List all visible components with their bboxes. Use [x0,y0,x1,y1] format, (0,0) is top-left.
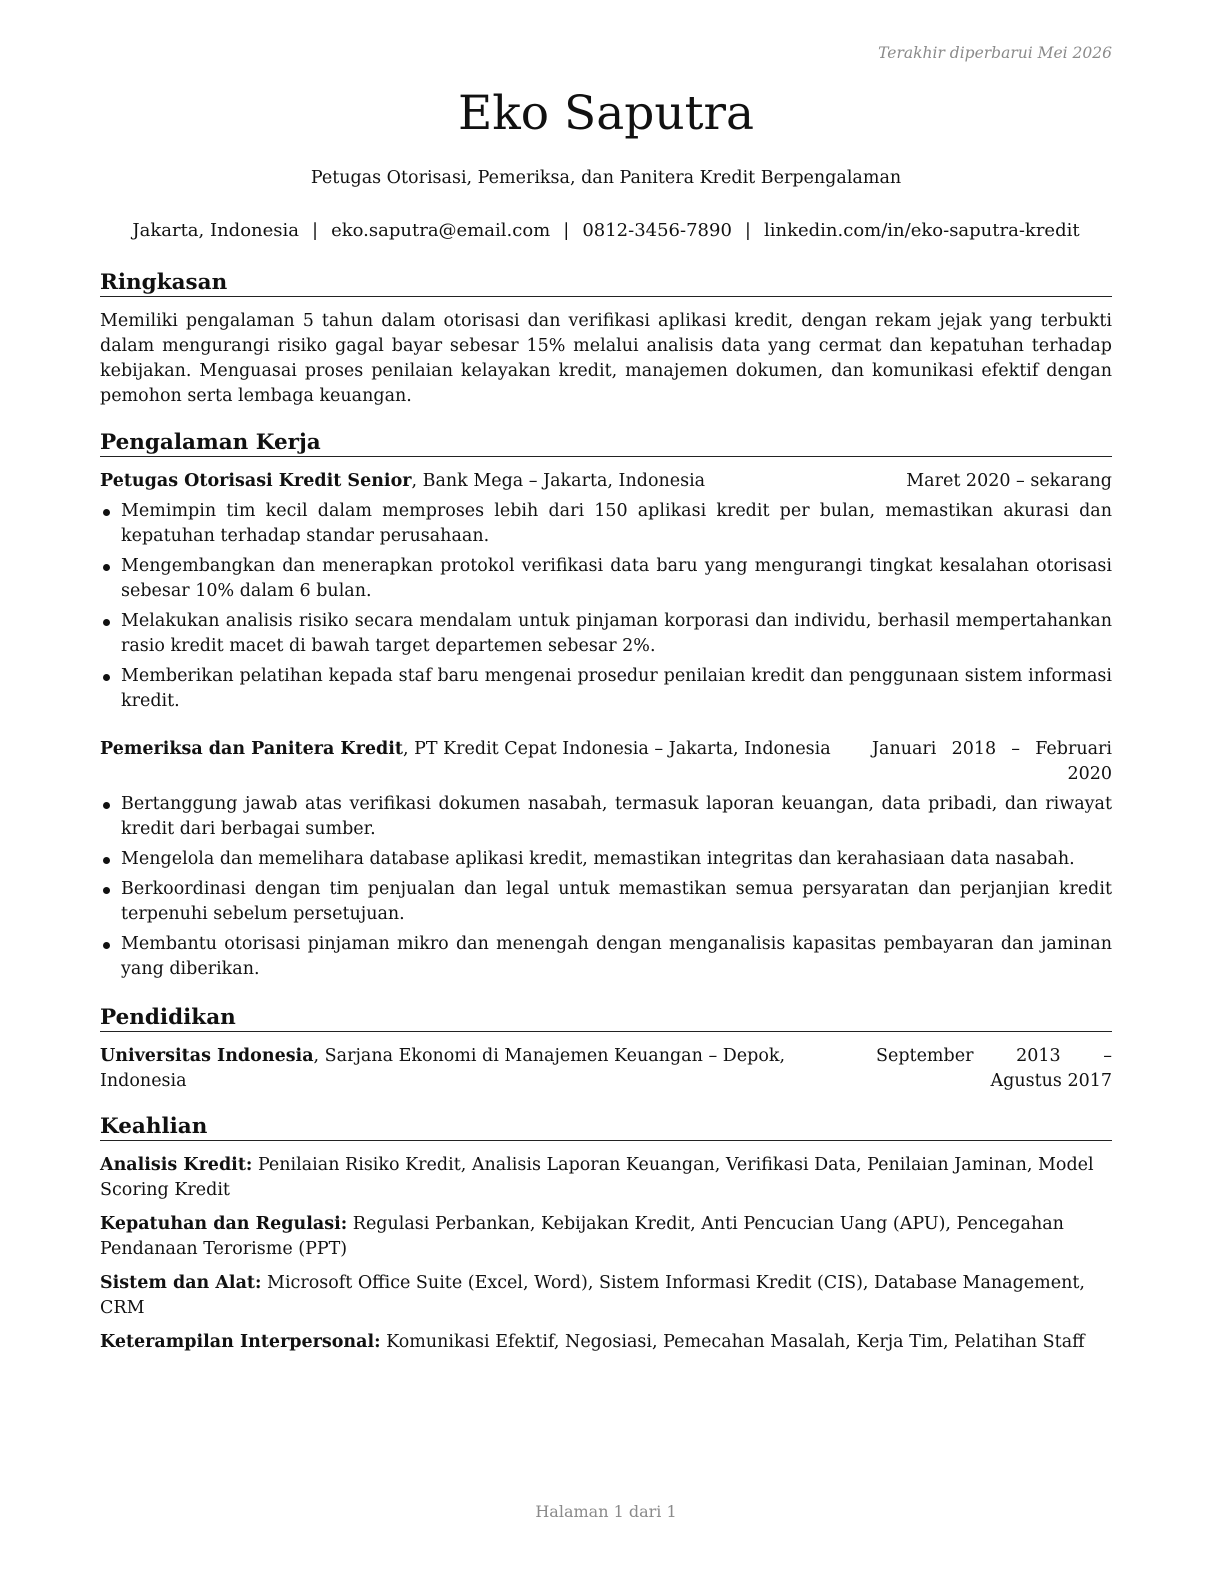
skill-row [100,1271,1112,1321]
education-entry [100,1044,1112,1094]
summary-section [100,270,1112,409]
page-footer: Halaman 1 dari 1 [535,1502,677,1521]
skill-value: Komunikasi Efektif, Negosiasi, Pemecahan Masalah, Kerja Tim, Pelatihan Staff [380,1332,1085,1352]
skill-row [100,1330,1112,1355]
education-school: Universitas Indonesia [100,1046,314,1066]
skill-row [100,1153,1112,1203]
skill-value: Penilaian Risiko Kredit, Analisis Laporan Keuangan, Verifikasi Data, Penilaian Jaminan, Model Scoring Kredit [100,1155,1094,1200]
job-bullets [100,792,1112,982]
job-org: , Bank Mega – Jakarta, Indonesia [411,471,706,491]
contact-phone: 0812-3456-7890 [582,220,732,241]
section-title-summary: Ringkasan [100,270,1112,297]
skill-label: Keterampilan Interpersonal: [100,1332,381,1352]
contact-separator: | [312,220,319,241]
section-title-skills: Keahlian [100,1114,1112,1141]
resume-page [100,0,1112,1584]
section-title-education: Pendidikan [100,1005,1112,1032]
contact-separator: | [563,220,570,241]
education-dates: September 2013 – Agustus 2017 [876,1046,1112,1091]
job-bullet: Melakukan analisis risiko secara mendalam untuk pinjaman korporasi dan individu, berhasil mempertahankan rasio kredit macet di bawah target departemen sebesar 2%. [100,609,1112,659]
job-bullet: Membantu otorisasi pinjaman mikro dan menengah dengan menganalisis kapasitas pembayaran dan jaminan yang diberikan. [100,932,1112,982]
education-degree: , Sarjana Ekonomi di Manajemen Keuangan – Depok, Indonesia [100,1046,786,1091]
skill-label: Kepatuhan dan Regulasi: [100,1214,348,1234]
skill-label: Sistem dan Alat: [100,1273,262,1293]
job-bullet: Memberikan pelatihan kepada staf baru mengenai prosedur penilaian kredit dan penggunaan sistem informasi kredit. [100,664,1112,714]
job-bullet: Mengembangkan dan menerapkan protokol verifikasi data baru yang mengurangi tingkat kesalahan otorisasi sebesar 10% dalam 6 bulan. [100,554,1112,604]
job-bullet: Berkoordinasi dengan tim penjualan dan legal untuk memastikan semua persyaratan dan perjanjian kredit terpenuhi sebelum persetujuan. [100,877,1112,927]
last-updated: Terakhir diperbarui Mei 2026 [878,44,1112,62]
section-title-experience: Pengalaman Kerja [100,430,1112,457]
contact-separator: | [744,220,751,241]
job-org: , PT Kredit Cepat Indonesia – Jakarta, Indonesia [402,739,831,759]
education-section [100,1005,1112,1094]
job-bullet: Mengelola dan memelihara database aplikasi kredit, memastikan integritas dan kerahasiaan data nasabah. [100,847,1112,872]
contact-linkedin[interactable]: linkedin.com/in/eko-saputra-kredit [763,220,1080,241]
skill-value: Microsoft Office Suite (Excel, Word), Sistem Informasi Kredit (CIS), Database Management, CRM [100,1273,1085,1318]
contact-line [100,220,1112,241]
job-header [100,469,1112,494]
contact-email[interactable]: eko.saputra@email.com [331,220,551,241]
job-entry [100,469,1112,714]
skills-section [100,1114,1112,1364]
job-entry [100,737,1112,982]
candidate-name: Eko Saputra [458,86,754,141]
contact-location: Jakarta, Indonesia [132,220,300,241]
job-bullet: Memimpin tim kecil dalam memproses lebih dari 150 aplikasi kredit per bulan, memastikan akurasi dan kepatuhan terhadap standar perusahaan. [100,499,1112,549]
job-dates: Maret 2020 – sekarang [906,471,1112,491]
experience-section [100,430,1112,987]
headline: Petugas Otorisasi, Pemeriksa, dan Panitera Kredit Berpengalaman [310,168,902,188]
skill-row [100,1212,1112,1262]
job-bullets [100,499,1112,714]
summary-text: Memiliki pengalaman 5 tahun dalam otorisasi dan verifikasi aplikasi kredit, dengan rekam jejak yang terbukti dalam mengurangi risiko gagal bayar sebesar 15% melalui analisis data yang cermat dan kepatuhan terhadap kebijakan. Menguasai proses penilaian kelayakan kredit, manajemen dokumen, dan komunikasi efektif dengan pemohon serta lembaga keuangan. [100,311,1112,406]
skill-label: Analisis Kredit: [100,1155,253,1175]
job-header [100,737,1112,787]
job-bullet: Bertanggung jawab atas verifikasi dokumen nasabah, termasuk laporan keuangan, data pribadi, dan riwayat kredit dari berbagai sumber. [100,792,1112,842]
job-role: Petugas Otorisasi Kredit Senior [100,471,412,491]
job-role: Pemeriksa dan Panitera Kredit [100,739,403,759]
job-dates: Januari 2018 – Februari 2020 [872,739,1112,784]
skill-value: Regulasi Perbankan, Kebijakan Kredit, Anti Pencucian Uang (APU), Pencegahan Pendanaan Terorisme (PPT) [100,1214,1064,1259]
